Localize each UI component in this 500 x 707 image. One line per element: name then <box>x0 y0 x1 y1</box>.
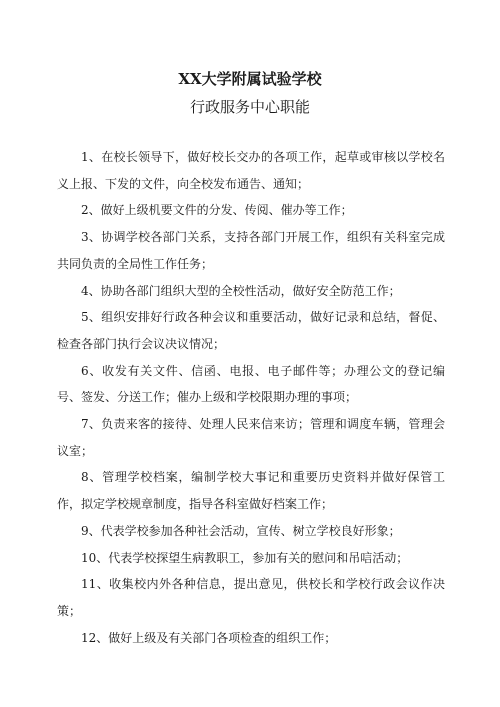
document-title <box>0 69 500 89</box>
duty-item-4: 4、协助各部门组织大型的全校性活动，做好安全防范工作； <box>81 283 401 298</box>
duty-item-7: 7、负责来客的接待、处理人民来信来访；管理和调度车辆，管理会议室； <box>57 417 445 458</box>
duty-item-1: 1、在校长领导下，做好校长交办的各项工作，起草或审核以学校名义上报、下发的文件，向全校发布通告、通知； <box>57 150 445 191</box>
document-title-text: XX大学附属试验学校 <box>178 70 322 88</box>
duty-item-3: 3、协调学校各部门关系，支持各部门开展工作，组织有关科室完成共同负责的全局性工作任务； <box>57 230 445 271</box>
duty-item-11: 11、收集校内外各种信息，提出意见，供校长和学校行政会议作决策； <box>57 577 445 618</box>
duty-item-9: 9、代表学校参加各种社会活动，宣传、树立学校良好形象； <box>81 523 401 538</box>
duty-list <box>57 144 445 651</box>
document-subtitle: 行政服务中心职能 <box>189 98 310 116</box>
duty-item-2: 2、做好上级机要文件的分发、传阅、催办等工作； <box>81 203 353 218</box>
duty-item-6: 6、收发有关文件、信函、电报、电子邮件等；办理公文的登记编号、签发、分送工作；催办上级和学校限期办理的事项； <box>57 363 445 405</box>
duty-item-5: 5、组织安排好行政各种会议和重要活动，做好记录和总结，督促、检查各部门执行会议决议情况； <box>57 310 445 351</box>
duty-item-8: 8、管理学校档案，编制学校大事记和重要历史资料并做好保管工作，拟定学校规章制度，指导各科室做好档案工作； <box>57 470 445 512</box>
duty-item-12: 12、做好上级及有关部门各项检查的组织工作； <box>81 630 337 645</box>
duty-item-10: 10、代表学校探望生病教职工，参加有关的慰问和吊唁活动； <box>81 550 409 565</box>
